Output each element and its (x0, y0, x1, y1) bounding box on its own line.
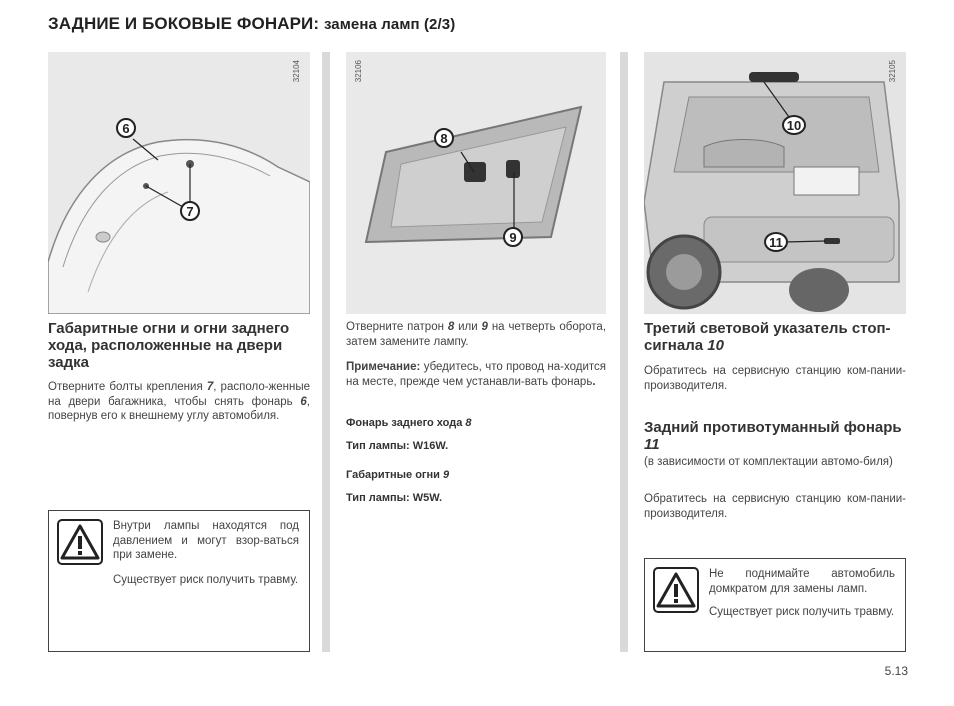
note-wire: Примечание: убедитесь, что провод на-ходится на месте, прежде чем устанавли-вать фонарь. (346, 361, 606, 388)
car-rear-illustration (644, 52, 906, 314)
fog-light-note: (в зависимости от комплектации автомо-биля) (644, 456, 893, 468)
page-number: 5.13 (884, 664, 908, 678)
section-heading-third-brake-light: Третий световой указатель стоп-сигнала 10 (644, 320, 891, 354)
figure-car-rear (644, 52, 906, 314)
column-divider-left (322, 52, 330, 652)
service-text-2: Обратитесь на сервисную станцию ком-пании-производителя. (644, 493, 906, 520)
callout-9: 9 (503, 227, 523, 247)
warning-text-pressure: Внутри лампы находятся под давлением и могут взор-ваться при замене. (113, 520, 299, 561)
callout-10: 10 (782, 115, 806, 135)
callout-7: 7 (180, 201, 200, 221)
warning-text-injury: Существует риск получить травму. (709, 606, 895, 618)
warning-triangle-icon (57, 519, 103, 565)
warning-box-pressure (48, 510, 310, 652)
callout-6: 6 (116, 118, 136, 138)
figure-code: 32105 (888, 60, 897, 83)
callout-8: 8 (434, 128, 454, 148)
warning-box-jack (644, 558, 906, 652)
callout-11: 11 (764, 232, 788, 252)
instructions-bulb-holder: Отверните патрон 8 или 9 на четверть оборота, затем замените лампу. (346, 321, 607, 348)
figure-code: 32106 (354, 60, 363, 83)
reverse-lamp-label: Фонарь заднего хода 8 (346, 417, 472, 429)
warning-text-injury: Существует риск получить травму. (113, 574, 299, 586)
figure-lamp-unit (346, 52, 606, 314)
reverse-lamp-type: Тип лампы: W16W. (346, 440, 449, 452)
tailgate-illustration (48, 52, 310, 314)
figure-code: 32104 (292, 60, 301, 83)
title-sub: замена ламп (2/3) (323, 16, 456, 33)
instructions-tailgate: Отверните болты крепления 7, располо-женные на двери багажника, чтобы снять фонарь 6, повернув его к внешнему углу автомобиля. (48, 381, 310, 422)
page-title (48, 14, 455, 34)
service-text-1: Обратитесь на сервисную станцию ком-пании-производителя. (644, 365, 906, 392)
side-light-type: Тип лампы: W5W. (346, 492, 443, 504)
warning-text-jack: Не поднимайте автомобиль домкратом для замены ламп. (709, 568, 895, 595)
lamp-unit-illustration (346, 52, 606, 314)
figure-tailgate (48, 52, 310, 314)
side-light-label: Габаритные огни 9 (346, 469, 450, 481)
column-divider-right (620, 52, 628, 652)
warning-triangle-icon (653, 567, 699, 613)
title-main: ЗАДНИЕ И БОКОВЫЕ ФОНАРИ: (48, 14, 320, 33)
section-heading-side-lights: Габаритные огни и огни заднего хода, расположенные на двери задка (48, 320, 290, 371)
section-heading-fog-light: Задний противотуманный фонарь 11 (644, 419, 902, 453)
